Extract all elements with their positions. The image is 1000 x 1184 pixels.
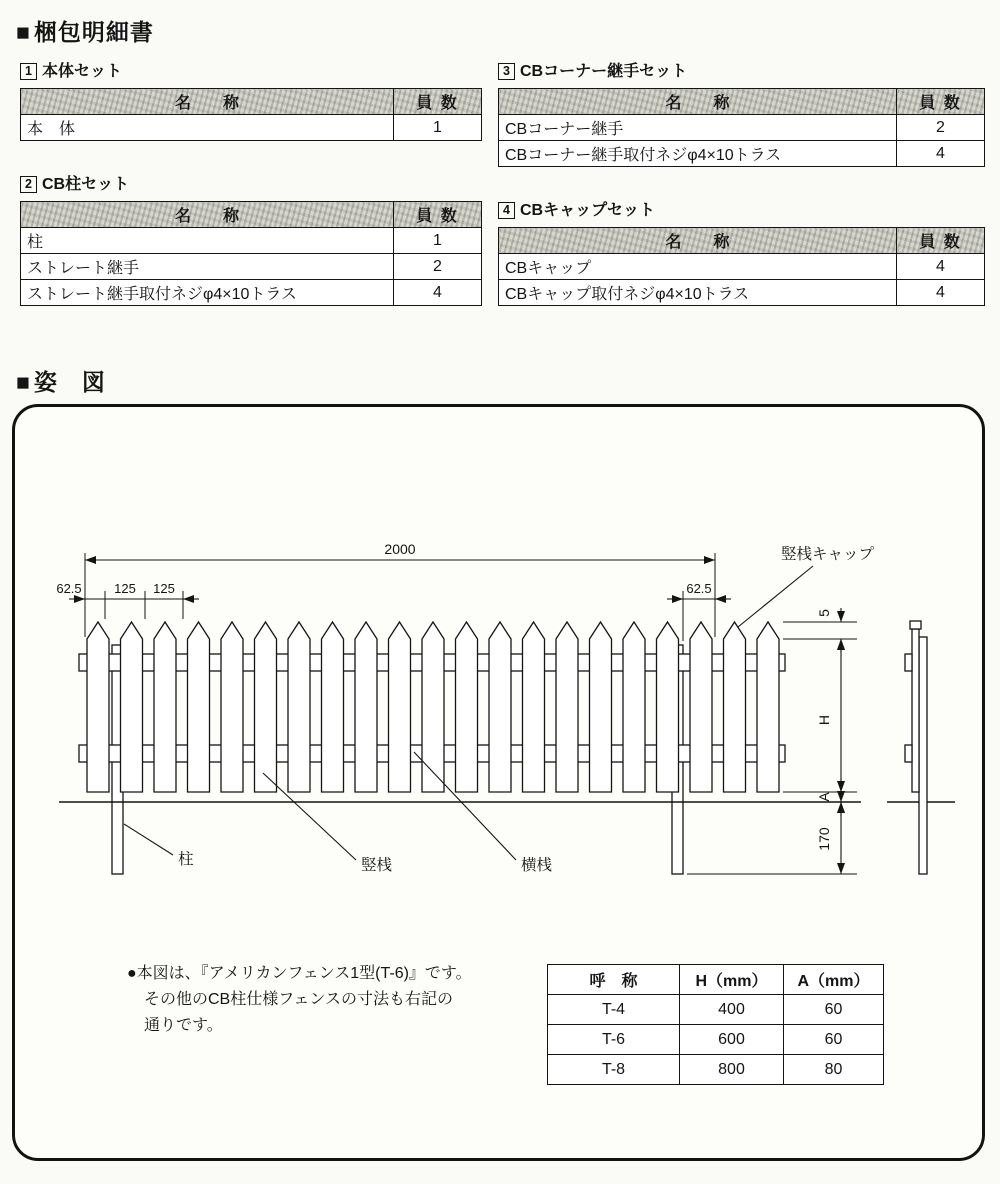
- spec-row: [548, 1025, 884, 1055]
- table-row: [21, 115, 482, 141]
- packing-section-title-text: 梱包明細書: [33, 19, 154, 45]
- set-number-badge: 3: [498, 63, 515, 80]
- side-post: [919, 637, 927, 874]
- note-line: ●本図は、『アメリカンフェンス1型(T-6)』です。: [127, 965, 472, 982]
- table-header-row: [499, 89, 985, 115]
- packing-table-cb-post-set: [20, 201, 482, 306]
- item-name: 本 体: [21, 115, 394, 141]
- packing-column-left: [20, 58, 482, 306]
- spec-header-row: [548, 965, 884, 995]
- dim-text-ground: A: [816, 792, 832, 802]
- fence-pickets: [87, 622, 779, 792]
- dim-text-right-a: 62.5: [686, 581, 712, 596]
- col-header-name: 名 称: [499, 228, 897, 254]
- spec-col-designation: 呼 称: [548, 965, 680, 995]
- figure-note: [127, 961, 499, 1039]
- figure-box: [12, 404, 985, 1161]
- spec-h-value: 600: [680, 1025, 784, 1055]
- spec-designation: T-8: [548, 1055, 680, 1085]
- spec-a-value: 80: [784, 1055, 884, 1085]
- item-name: 柱: [21, 228, 394, 254]
- packing-table-body-set: [20, 88, 482, 141]
- table-row: [21, 228, 482, 254]
- packing-group-cap-set: [498, 197, 985, 306]
- table-caption-text: CBキャップセット: [520, 202, 655, 219]
- leader-post: [124, 824, 173, 855]
- table-caption: [20, 58, 482, 81]
- set-number-badge: 1: [20, 63, 37, 80]
- item-qty: 2: [394, 254, 482, 280]
- item-qty: 4: [897, 254, 985, 280]
- set-number-badge: 4: [498, 202, 515, 219]
- label-picket-cap: 竪桟キャップ: [781, 546, 875, 563]
- table-header-row: [21, 202, 482, 228]
- dim-text-left-b: 125: [114, 581, 136, 596]
- side-rail-bottom: [905, 745, 912, 762]
- set-number-badge: 2: [20, 176, 37, 193]
- table-row: [21, 254, 482, 280]
- col-header-qty: 員 数: [394, 89, 482, 115]
- item-name: CBコーナー継手取付ネジφ4×10トラス: [499, 141, 897, 167]
- item-name: CBキャップ: [499, 254, 897, 280]
- dim-text-cap: 5: [816, 609, 832, 617]
- label-rail: 横桟: [521, 857, 553, 874]
- figure-section-title-text: 姿 図: [33, 369, 106, 395]
- item-qty: 1: [394, 228, 482, 254]
- spec-h-value: 800: [680, 1055, 784, 1085]
- label-post: 柱: [178, 851, 194, 868]
- item-name: CBキャップ取付ネジφ4×10トラス: [499, 280, 897, 306]
- label-picket: 竪桟: [361, 857, 393, 874]
- spec-table: [547, 964, 884, 1085]
- table-header-row: [499, 228, 985, 254]
- side-picket: [912, 629, 919, 792]
- col-header-qty: 員 数: [394, 202, 482, 228]
- section-marker-icon: ■: [16, 369, 31, 395]
- item-qty: 4: [897, 141, 985, 167]
- item-name: ストレート継手: [21, 254, 394, 280]
- col-header-name: 名 称: [21, 89, 394, 115]
- table-row: [499, 115, 985, 141]
- spec-row: [548, 995, 884, 1025]
- side-cap: [910, 621, 921, 629]
- fence-side-view: [905, 621, 927, 874]
- item-qty: 4: [394, 280, 482, 306]
- note-line: 通りです。: [144, 1017, 223, 1034]
- packing-table-corner-joint-set: [498, 88, 985, 167]
- item-qty: 2: [897, 115, 985, 141]
- table-caption-text: CB柱セット: [42, 176, 130, 193]
- spec-table-wrap: [547, 964, 884, 1085]
- item-name: ストレート継手取付ネジφ4×10トラス: [21, 280, 394, 306]
- spec-h-value: 400: [680, 995, 784, 1025]
- table-header-row: [21, 89, 482, 115]
- dim-text-embed: 170: [816, 827, 832, 851]
- table-caption-text: CBコーナー継手セット: [520, 63, 688, 80]
- packing-section-title: [16, 14, 154, 47]
- dim-text-left-a: 62.5: [56, 581, 82, 596]
- item-qty: 4: [897, 280, 985, 306]
- spec-a-value: 60: [784, 1025, 884, 1055]
- table-caption: [498, 58, 985, 81]
- item-name: CBコーナー継手: [499, 115, 897, 141]
- leader-cap: [738, 566, 813, 627]
- table-caption-text: 本体セット: [42, 63, 123, 80]
- packing-column-right: [498, 58, 985, 306]
- table-row: [499, 254, 985, 280]
- item-qty: 1: [394, 115, 482, 141]
- dim-text-height: H: [816, 714, 832, 726]
- spec-row: [548, 1055, 884, 1085]
- spec-designation: T-6: [548, 1025, 680, 1055]
- packing-group-cb-post-set: [20, 171, 482, 306]
- col-header-name: 名 称: [21, 202, 394, 228]
- table-row: [499, 280, 985, 306]
- side-rail-top: [905, 654, 912, 671]
- col-header-name: 名 称: [499, 89, 897, 115]
- col-header-qty: 員 数: [897, 228, 985, 254]
- table-row: [499, 141, 985, 167]
- packing-table-cap-set: [498, 227, 985, 306]
- dim-text-overall: 2000: [384, 541, 416, 557]
- dim-text-left-c: 125: [153, 581, 175, 596]
- note-line: その他のCB柱仕様フェンスの寸法も右記の: [144, 991, 453, 1008]
- figure-section-title: [16, 364, 106, 397]
- table-caption: [498, 197, 985, 220]
- table-row: [21, 280, 482, 306]
- table-caption: [20, 171, 482, 194]
- spec-designation: T-4: [548, 995, 680, 1025]
- section-marker-icon: ■: [16, 19, 31, 45]
- spec-col-h: H（mm）: [680, 965, 784, 995]
- spec-a-value: 60: [784, 995, 884, 1025]
- packing-group-corner-joint-set: [498, 58, 985, 167]
- spec-col-a: A（mm）: [784, 965, 884, 995]
- packing-group-body-set: [20, 58, 482, 141]
- col-header-qty: 員 数: [897, 89, 985, 115]
